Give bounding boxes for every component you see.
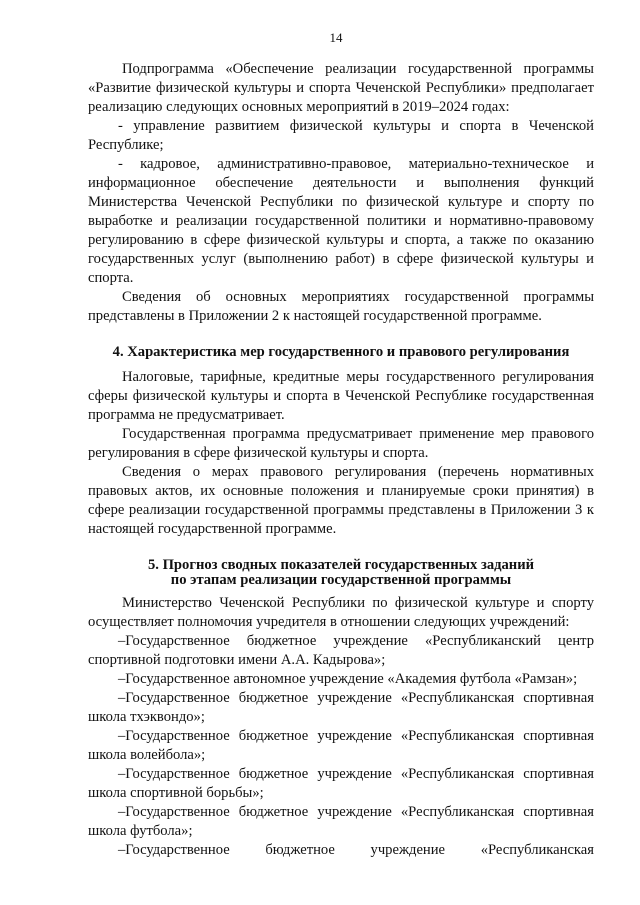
section-4-heading: 4. Характеристика мер государственного и правового регулирования [112,344,570,360]
intro-paragraph: Подпрограмма «Обеспечение реализации государственной программы «Развитие физической культуры и спорта Чеченской Республики» предполагает реализацию следующих основных мероприятий в 2019–2024 годах: [88,61,594,115]
institution-item: –Государственное бюджетное учреждение «Республиканский центр спортивной подготовки имени А.А. Кадырова»; [88,633,594,668]
institution-item: –Государственное бюджетное учреждение «Республиканская спортивная школа спортивной борьбы»; [88,766,594,801]
section-5-heading [88,558,594,588]
intro-list-item: - кадровое, административно-правовое, материально-техническое и информационное обеспечение деятельности и выполнения функций Министерства Чеченской Республики по физической культуре и спорту по выработке и реализации государственной политики и нормативно-правовому регулированию в сфере физической культуры и спорта, а также по оказанию государственных услуг (выполнению работ) в сфере физической культуры и спорта. [88,156,594,286]
institution-item: –Государственное бюджетное учреждение «Республиканская спортивная школа тхэквондо»; [88,690,594,725]
institution-item: –Государственное бюджетное учреждение «Республиканская спортивная школа футбола»; [88,804,594,839]
section-4-paragraph: Государственная программа предусматривает применение мер правового регулирования в сфере физической культуры и спорта. [88,426,594,461]
section-5-heading-line-1: 5. Прогноз сводных показателей государственных заданий [147,557,535,573]
institution-item: –Государственное бюджетное учреждение «Республиканская спортивная школа волейбола»; [88,728,594,763]
institution-item: –Государственное бюджетное учреждение «Республиканская [118,842,594,858]
document-page [88,30,594,860]
intro-closing-paragraph: Сведения об основных мероприятиях государственной программы представлены в Приложении 2 к настоящей государственной программе. [88,289,594,324]
section-5-intro: Министерство Чеченской Республики по физической культуре и спорту осуществляет полномочия учредителя в отношении следующих учреждений: [88,595,594,630]
section-5-heading-line-2: по этапам реализации государственной программы [170,572,512,588]
page-number: 14 [329,30,343,45]
section-4-paragraph: Сведения о мерах правового регулирования (перечень нормативных правовых актов, их основные положения и планируемые сроки принятия) в сфере реализации государственной программы представлены в Приложении 3 к настоящей государственной программе. [88,464,594,537]
intro-list-item: - управление развитием физической культуры и спорта в Чеченской Республике; [88,118,594,153]
section-4-paragraph: Налоговые, тарифные, кредитные меры государственного регулирования сферы физической культуры и спорта в Чеченской Республике государственная программа не предусматривает. [88,369,594,423]
institution-item: –Государственное автономное учреждение «Академия футбола «Рамзан»; [118,671,578,687]
